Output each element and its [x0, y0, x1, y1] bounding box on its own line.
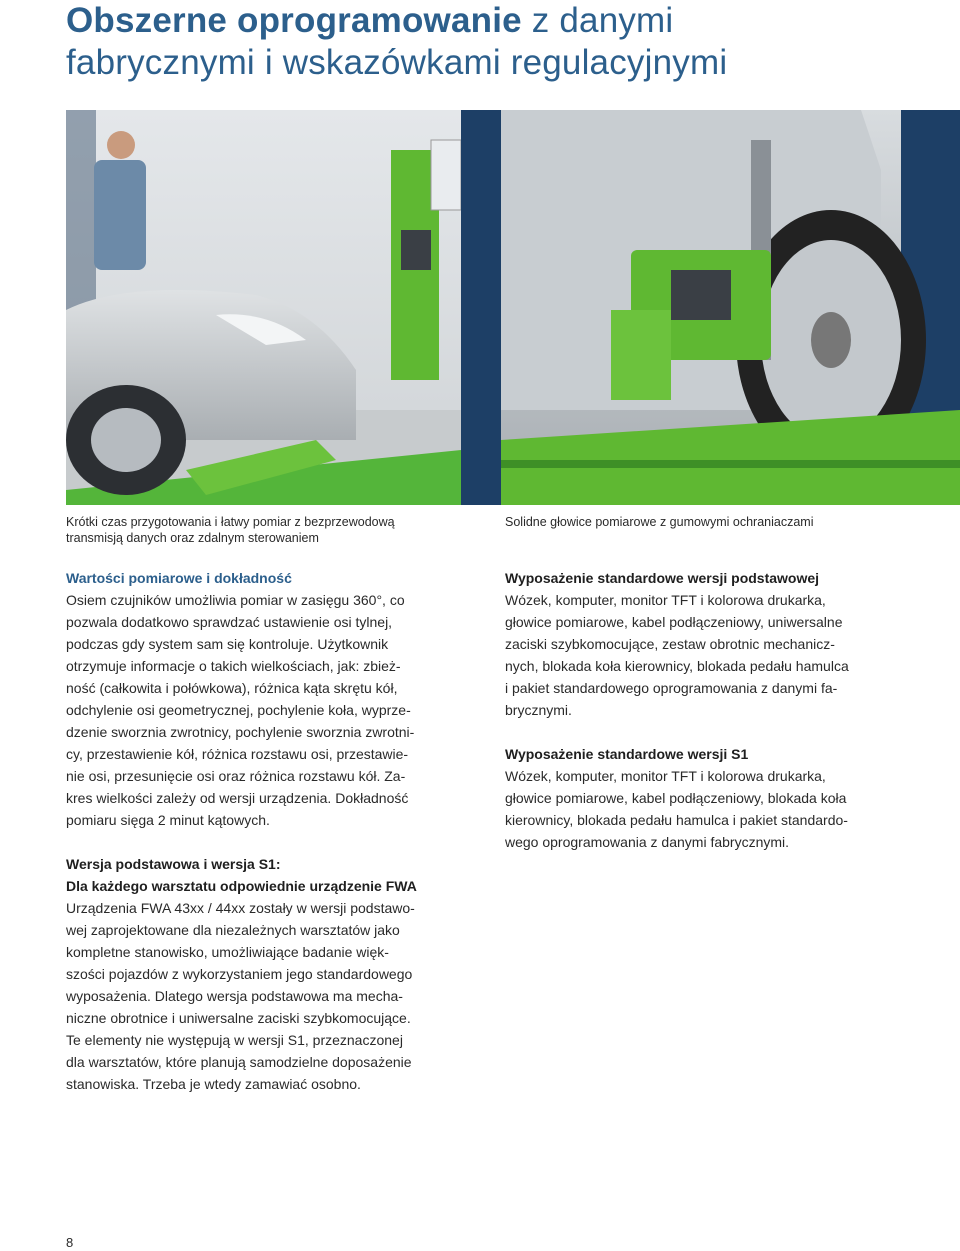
text-line: stanowiska. Trzeba je wtedy zamawiać osobno. [66, 1076, 361, 1092]
text-line: nych, blokada koła kierownicy, blokada pedału hamulca [505, 658, 849, 674]
title-line-2: fabrycznymi i wskazówkami regulacyjnymi [66, 43, 728, 82]
caption-left-line-2: transmisją danych oraz zdalnym sterowaniem [66, 531, 319, 545]
text-line: głowice pomiarowe, kabel podłączeniowy, uniwersalne [505, 614, 843, 630]
text-line: dla warsztatów, które planują samodzielne doposażenie [66, 1054, 412, 1070]
text-line: nie osi, przesunięcie osi oraz różnica rozstawu kół. Za- [66, 768, 406, 784]
title-bold-part: Obszerne oprogramowanie [66, 1, 522, 40]
text-line: szości pojazdów z wykorzystaniem jego standardowego [66, 966, 413, 982]
s1-equipment-text [505, 765, 905, 853]
heading-s1-equipment: Wyposażenie standardowe wersji S1 [505, 746, 749, 762]
page-number: 8 [66, 1235, 74, 1250]
text-line: dzenie sworznia zwrotnicy, pochylenie sworznia zwrotni- [66, 724, 415, 740]
text-line: wego oprogramowania z danymi fabrycznymi. [505, 834, 790, 850]
text-line: brycznymi. [505, 702, 572, 718]
title-line-1 [66, 0, 946, 42]
text-line: głowice pomiarowe, kabel podłączeniowy, blokada koła [505, 790, 847, 806]
text-line: ność (całkowita i połówkowa), różnica kąta skrętu kół, [66, 680, 398, 696]
text-line: i pakiet standardowego oprogramowania z danymi fa- [505, 680, 838, 696]
text-line: podczas gdy system sam się kontroluje. Użytkownik [66, 636, 389, 652]
text-line: Wózek, komputer, monitor TFT i kolorowa drukarka, [505, 592, 826, 608]
versions-text [66, 897, 461, 1095]
text-line: otrzymuje informacje o takich wielkościach, jak: zbież- [66, 658, 401, 674]
photo-technician-illustration [66, 110, 461, 505]
decorative-blue-strip [461, 110, 501, 505]
text-line: pomiaru sięga 2 minut kątowych. [66, 812, 270, 828]
caption-left [66, 514, 446, 546]
text-line: pozwala dodatkowo sprawdzać ustawienie osi tylnej, [66, 614, 393, 630]
text-line: Wózek, komputer, monitor TFT i kolorowa drukarka, [505, 768, 826, 784]
photo-measuring-head-illustration [501, 110, 960, 505]
heading-measurement-values: Wartości pomiarowe i dokładność [66, 570, 292, 586]
photo-technician-aligner [66, 110, 461, 505]
text-line: Te elementy nie występują w wersji S1, przeznaczonej [66, 1032, 403, 1048]
right-column [505, 567, 905, 853]
caption-left-line-1: Krótki czas przygotowania i łatwy pomiar z bezprzewodową [66, 515, 395, 529]
heading-versions-line-1: Wersja podstawowa i wersja S1: [66, 856, 281, 872]
heading-versions-line-2: Dla każdego warsztatu odpowiednie urządzenie FWA [66, 878, 417, 894]
measurement-values-text [66, 589, 461, 831]
caption-right: Solidne głowice pomiarowe z gumowymi ochraniaczami [505, 515, 814, 529]
page-title [66, 0, 946, 84]
text-line: kompletne stanowisko, umożliwiające badanie więk- [66, 944, 389, 960]
heading-standard-equipment: Wyposażenie standardowe wersji podstawowej [505, 570, 820, 586]
text-line: zaciski szybkomocujące, zestaw obrotnic mechanicz- [505, 636, 835, 652]
left-column [66, 567, 461, 1095]
text-line: niczne obrotnice i uniwersalne zaciski szybkomocujące. [66, 1010, 411, 1026]
photo-measuring-head [501, 110, 960, 505]
title-light-part: z danymi [521, 1, 674, 40]
text-line: wyposażenia. Dlatego wersja podstawowa ma mecha- [66, 988, 403, 1004]
text-line: wej zaprojektowane dla niezależnych warsztatów jako [66, 922, 400, 938]
text-line: cy, przestawienie kół, różnica rozstawu osi, przestawie- [66, 746, 409, 762]
standard-equipment-text [505, 589, 905, 721]
spacer [505, 721, 905, 743]
text-line: odchylenie osi geometrycznej, pochylenie koła, wyprze- [66, 702, 411, 718]
text-line: kres wielkości zależy od wersji urządzenia. Dokładność [66, 790, 409, 806]
text-line: kierownicy, blokada pedału hamulca i pakiet standardo- [505, 812, 848, 828]
text-line: Osiem czujników umożliwia pomiar w zasięgu 360°, co [66, 592, 405, 608]
spacer [66, 831, 461, 853]
text-line: Urządzenia FWA 43xx / 44xx zostały w wersji podstawo- [66, 900, 415, 916]
